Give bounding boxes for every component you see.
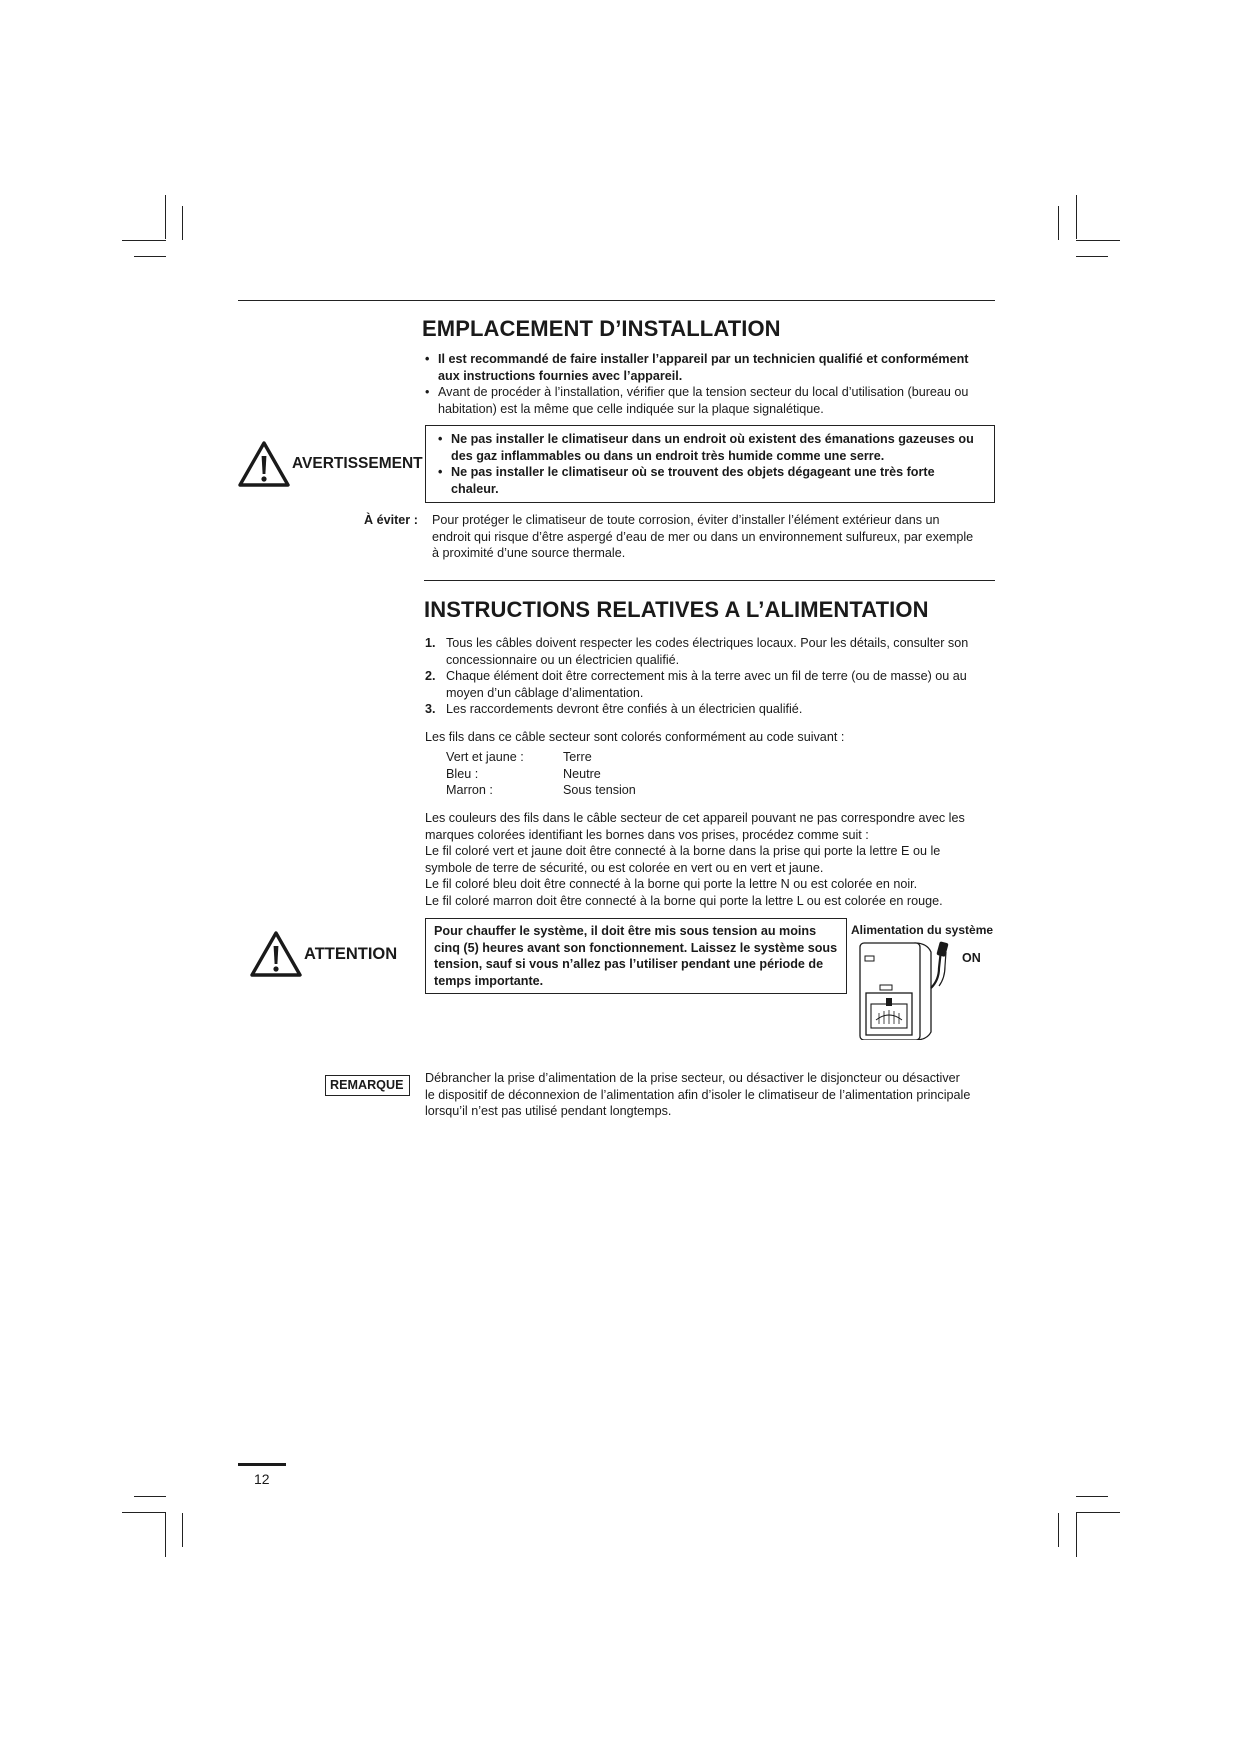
remarque-text: Débrancher la prise d’alimentation de la prise secteur, ou désactiver le disjoncteur ou désactiver le dispositif de déconnexion de l’alimentation afin d’isoler le climatiseur de l’alimentation principale lorsqu’il n’est pas utilisé pendant longtemps. [425,1071,971,1119]
warning-item-gas: • Ne pas installer le climatiseur dans un endroit où existent des émanations gazeuses ou des gaz inflammables ou dans un endroit très humide comme une serre. [437,431,984,464]
remarque-label-box [325,1075,410,1096]
bullet-technician: • Il est recommandé de faire installer l’appareil par un technicien qualifié et conformément aux instructions fournies avec l’appareil. [424,351,984,384]
warning-icon [238,440,290,488]
section-divider [424,580,995,581]
attention-box [425,918,847,994]
instruction-item: 3. Les raccordements devront être confiés à un électricien qualifié. [425,702,803,717]
colors-intro: Les fils dans ce câble secteur sont colorés conformément au code suivant : [425,730,845,744]
color-row: Bleu : Neutre [446,766,601,781]
wire-color-paragraph: Les couleurs des fils dans le câble secteur de cet appareil pouvant ne pas correspondre avec les marques colorées identifiant les bornes dans vos prises, procédez comme suit : Le fil coloré vert et jaune doit être connecté à la borne dans la prise qui porte la lettre E ou le symbole de terre de sécurité, ou est colorée en vert ou en vert et jaune. Le fil coloré bleu doit être connecté à la borne qui porte la lettre N ou est colorée en noir. Le fil coloré marron doit être connecté à la borne qui porte la lettre L ou est colorée en rouge. [425,811,965,908]
page-number-bar [238,1463,286,1466]
remarque-label: REMARQUE [330,1078,404,1092]
instruction-item: 2. Chaque élément doit être correctement mis à la terre avec un fil de terre (ou de masse) ou au moyen d’un câblage d’alimentation. [425,669,967,700]
warning-label: AVERTISSEMENT [292,455,423,472]
section-title-power: INSTRUCTIONS RELATIVES A L’ALIMENTATION [424,597,929,622]
color-row: Vert et jaune : Terre [446,750,592,764]
attention-text: Pour chauffer le système, il doit être mis sous tension au moins cinq (5) heures avant son fonctionnement. Laissez le système sous tension, sauf si vous n’allez pas l’utiliser pendant une période de temps importante. [434,924,838,988]
page-number: 12 [254,1471,270,1487]
power-instructions-list [425,635,997,718]
attention-label: ATTENTION [304,945,398,963]
warning-box [425,425,995,503]
attention-warning-icon [250,930,302,978]
warning-list [437,431,984,497]
power-switch-illustration [855,940,955,1040]
color-code-table [446,749,746,799]
color-row: Marron : Sous tension [446,783,636,798]
warning-item-heat: • Ne pas installer le climatiseur où se trouvent des objets dégageant une très forte chaleur. [437,464,984,497]
figure-on-label: ON [962,951,981,965]
avoid-label: À éviter : [364,513,418,527]
instruction-item: 1. Tous les câbles doivent respecter les codes électriques locaux. Pour les détails, consulter son concessionnaire ou un électricien qualifié. [425,636,969,667]
top-rule [238,300,995,301]
section-title-installation: EMPLACEMENT D’INSTALLATION [422,316,781,341]
avoid-text: Pour protéger le climatiseur de toute corrosion, éviter d’installer l’élément extérieur dans un endroit qui risque d’être aspergé d’eau de mer ou dans un environnement sulfureux, par exemple à proximité d’une source thermale. [432,513,974,561]
bullet-voltage: • Avant de procéder à l’installation, vérifier que la tension secteur du local d’utilisation (bureau ou habitation) est la même que celle indiquée sur la plaque signalétique. [424,384,984,417]
figure-caption: Alimentation du système [851,923,994,937]
installation-bullets [424,351,984,417]
